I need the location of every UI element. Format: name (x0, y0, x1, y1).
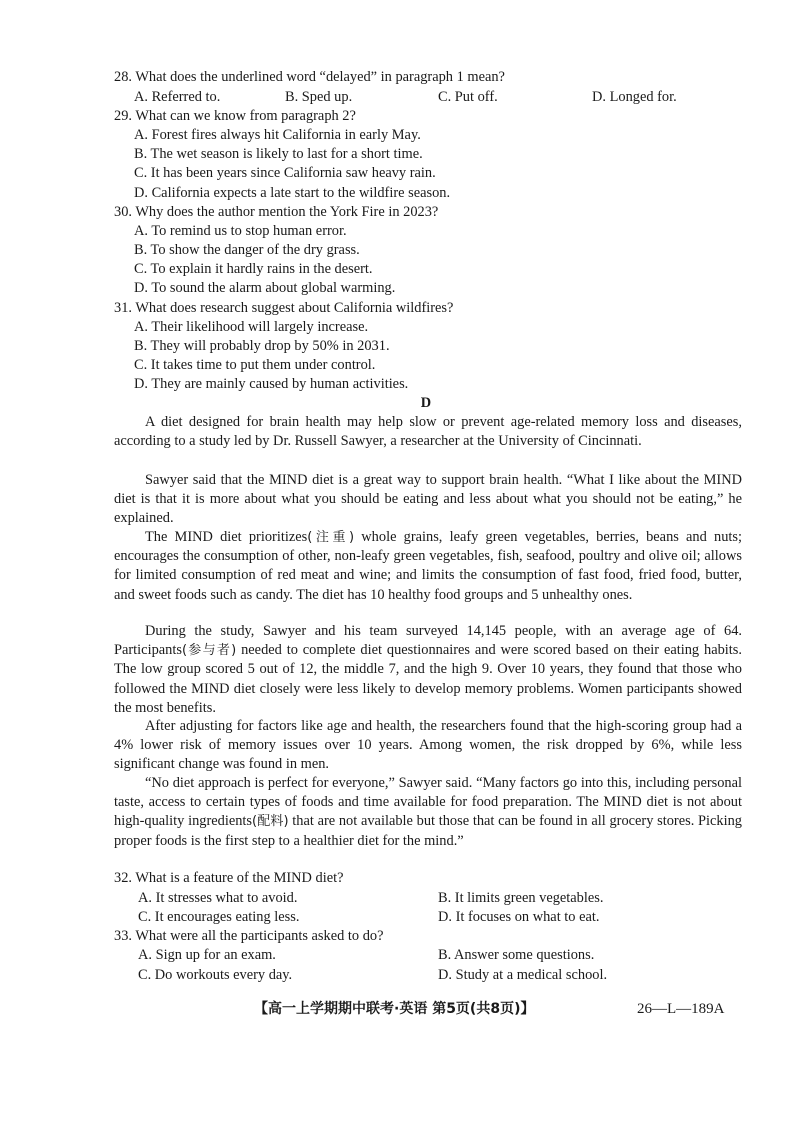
q33-option-d: D. Study at a medical school. (438, 967, 608, 983)
q28-option-d: D. Longed for. (592, 89, 677, 105)
q29-option-c: C. It has been years since California saw heavy rain. (134, 165, 436, 181)
q30-option-b: B. To show the danger of the dry grass. (134, 242, 360, 258)
q33-option-c: C. Do workouts every day. (138, 967, 293, 983)
q32-option-b: B. It limits green vegetables. (438, 890, 604, 906)
passage-paragraph-3: The MIND diet prioritizes(注重) whole grains, leafy green vegetables, berries, beans and nuts; encourages the consumption of other, non-leafy green vegetables, fish, seafood, poultry and olive oil; allows for limited consumption of red meat and wine; and limits the consumption of fast food, fried food, butter, and sweet foods such as candy. The diet has 10 healthy food groups and 5 unhealthy ones. (114, 529, 742, 603)
page-footer-title: 【高一上学期期中联考·英语 第5页(共8页)】 (254, 1001, 535, 1017)
q31-option-b: B. They will probably drop by 50% in 2031. (134, 338, 390, 354)
q29-option-b: B. The wet season is likely to last for a short time. (134, 146, 423, 162)
q29-option-a: A. Forest fires always hit California in early May. (134, 127, 421, 143)
q28-option-b: B. Sped up. (285, 89, 353, 105)
q31-option-c: C. It takes time to put them under control. (134, 357, 376, 373)
q31-option-a: A. Their likelihood will largely increase. (134, 319, 369, 335)
q29-option-d: D. California expects a late start to the wildfire season. (134, 185, 451, 201)
q33-option-b: B. Answer some questions. (438, 947, 595, 963)
passage-paragraph-2: Sawyer said that the MIND diet is a great way to support brain health. “What I like about the MIND diet is that it is more about what you should be eating and less about what you should not be eating,” he explained. (114, 472, 742, 527)
q30-option-d: D. To sound the alarm about global warming. (134, 280, 396, 296)
question-31: 31. What does research suggest about California wildfires? (114, 300, 454, 316)
passage-paragraph-4: During the study, Sawyer and his team surveyed 14,145 people, with an average age of 64. Participants(参与者) needed to complete diet questionnaires and were scored based on their eating habits. The low group scored 5 out of 12, the middle 7, and the high 9. Over 10 years, they found that those who followed the MIND diet closely were less likely to develop memory problems. Women participants showed the most benefits. (114, 623, 742, 716)
q32-option-c: C. It encourages eating less. (138, 909, 300, 925)
q31-option-d: D. They are mainly caused by human activities. (134, 376, 409, 392)
q33-option-a: A. Sign up for an exam. (138, 947, 276, 963)
question-32: 32. What is a feature of the MIND diet? (114, 870, 344, 886)
section-label: D (420, 395, 432, 411)
question-33: 33. What were all the participants asked to do? (114, 928, 384, 944)
question-29: 29. What can we know from paragraph 2? (114, 108, 356, 124)
passage-paragraph-5: After adjusting for factors like age and health, the researchers found that the high-scoring group had a 4% lower risk of memory issues over 10 years. Among women, the risk dropped by 6%, while less significant change was found in men. (114, 718, 742, 773)
question-30: 30. Why does the author mention the York Fire in 2023? (114, 204, 439, 220)
q28-option-c: C. Put off. (438, 89, 498, 105)
page-footer-code: 26—L—189A (637, 1001, 725, 1017)
question-28: 28. What does the underlined word “delayed” in paragraph 1 mean? (114, 69, 505, 85)
q30-option-a: A. To remind us to stop human error. (134, 223, 347, 239)
passage-paragraph-6: “No diet approach is perfect for everyone,” Sawyer said. “Many factors go into this, including personal taste, access to certain types of foods and time available for food preparation. The MIND diet is not about high-quality ingredients(配料) that are not available but those that can be found in all grocery stores. Picking proper foods is the first step to a healthier diet for the mind.” (114, 775, 742, 849)
q28-option-a: A. Referred to. (134, 89, 221, 105)
q30-option-c: C. To explain it hardly rains in the desert. (134, 261, 373, 277)
q32-option-a: A. It stresses what to avoid. (138, 890, 298, 906)
q32-option-d: D. It focuses on what to eat. (438, 909, 600, 925)
passage-paragraph-1: A diet designed for brain health may help slow or prevent age-related memory loss and diseases, according to a study led by Dr. Russell Sawyer, a researcher at the University of Cincinnati. (114, 414, 742, 450)
